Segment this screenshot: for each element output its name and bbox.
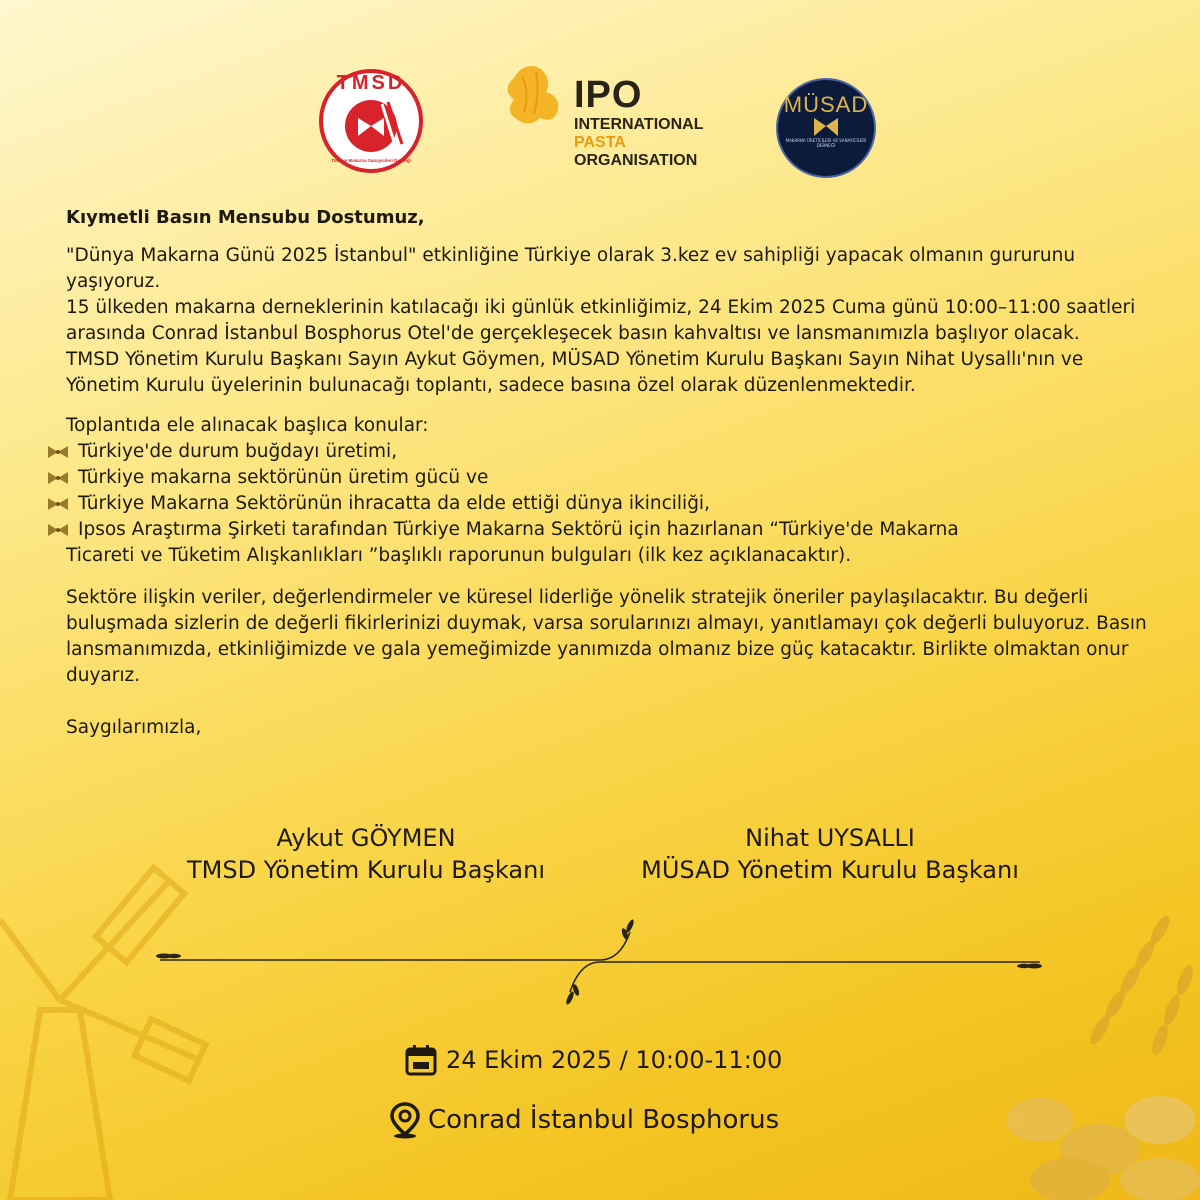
event-date-time: 24 Ekim 2025 / 10:00-11:00 xyxy=(446,1046,783,1074)
topic-text: Ipsos Araştırma Şirketi tarafından Türkiye Makarna Sektörü için hazırlanan “Türkiye'de Makarna xyxy=(78,519,959,540)
signatory-name: Aykut GÖYMEN xyxy=(276,824,456,852)
signatory-name: Nihat UYSALLI xyxy=(745,824,915,852)
paragraph-closing: Sektöre ilişkin veriler, değerlendirmeler ve küresel liderliğe yönelik stratejik öneriler paylaşılacaktır. Bu değerli buluşmada sizlerin de değerli fikirlerinizi duymak, varsa sorularınızı almayı, yanıtlamayı çok değerli buluyoruz. Basın lansmanımızda, etkinliğimizde ve gala yemeğimizde yanımızda olmanız bize güç katacaktır. Birlikte olmaktan onur duyarız. xyxy=(66,587,1147,686)
tmsd-logo-subtitle: Türkiye Makarna Sanayicileri Derneği xyxy=(331,158,411,163)
calendar-icon xyxy=(404,1043,438,1077)
pasta-icon xyxy=(46,443,70,461)
regards: Saygılarımızla, xyxy=(66,717,202,738)
topic-text: Türkiye Makarna Sektörünün ihracatta da elde ettiği dünya ikinciliği, xyxy=(78,493,710,514)
tmsd-logo-text: TMSD xyxy=(336,72,406,94)
ipo-logo-line: INTERNATIONAL xyxy=(574,116,704,133)
paragraph-event: 15 ülkeden makarna derneklerinin katılacağı iki günlük etkinliğimiz, 24 Ekim 2025 Cuma günü 10:00–11:00 saatleri arasında Conrad İstanbul Bosphorus Otel'de gerçekleşecek basın kahvaltısı ve lansmanımızla başlıyor olacak. xyxy=(66,297,1136,344)
pasta-icon xyxy=(46,469,70,487)
musad-logo-subtitle: MAKARNA ÜRETİCİLERİ VE SANAYİCİLERİ DERNEĞİ xyxy=(785,138,867,148)
list-item xyxy=(46,491,1156,517)
pasta-icon xyxy=(46,495,70,513)
list-item xyxy=(46,439,1156,465)
signatory-title: MÜSAD Yönetim Kurulu Başkanı xyxy=(641,856,1019,884)
ipo-logo-line: PASTA xyxy=(574,134,626,151)
musad-logo xyxy=(776,78,876,178)
signature-block-left xyxy=(156,822,576,886)
list-item xyxy=(46,517,1156,569)
event-date-row xyxy=(404,1040,782,1080)
paragraph-attendees: TMSD Yönetim Kurulu Başkanı Sayın Aykut Göymen, MÜSAD Yönetim Kurulu Başkanı Sayın Nihat Uysallı'nın ve Yönetim Kurulu üyelerinin bulunacağı toplantı, sadece basına özel olarak düzenlenmektedir. xyxy=(66,349,1084,396)
ipo-logo-title: IPO xyxy=(574,74,643,116)
greeting: Kıymetli Basın Mensubu Dostumuz, xyxy=(66,207,425,228)
wheat-divider xyxy=(150,912,1050,1012)
location-pin-icon xyxy=(388,1101,422,1139)
topic-text: Türkiye makarna sektörünün üretim gücü ve xyxy=(78,467,489,488)
pasta-icon xyxy=(46,521,70,539)
paragraph-intro: "Dünya Makarna Günü 2025 İstanbul" etkinliğine Türkiye olarak 3.kez ev sahipliği yapacak olmanın gururunu yaşıyoruz. xyxy=(66,245,1076,292)
ipo-logo-line: ORGANISATION xyxy=(574,152,698,169)
event-location: Conrad İstanbul Bosphorus xyxy=(428,1105,780,1135)
windmill-illustration xyxy=(0,860,210,1200)
letter-body xyxy=(66,205,1156,741)
topics-list xyxy=(46,439,1156,569)
musad-logo-text: MÜSAD xyxy=(783,92,869,117)
tmsd-logo xyxy=(318,68,424,174)
topic-text-continuation: Ticareti ve Tüketim Alışkanlıkları ”başlıklı raporunun bulguları (ilk kez açıklanacaktır). xyxy=(66,545,852,566)
list-item xyxy=(46,465,1156,491)
topic-text: Türkiye'de durum buğdayı üretimi, xyxy=(78,441,398,462)
ipo-logo xyxy=(500,58,704,173)
event-location-row xyxy=(388,1100,779,1140)
topics-heading: Toplantıda ele alınacak başlıca konular: xyxy=(66,415,429,436)
signature-block-right xyxy=(620,822,1040,886)
signatory-title: TMSD Yönetim Kurulu Başkanı xyxy=(186,856,545,884)
